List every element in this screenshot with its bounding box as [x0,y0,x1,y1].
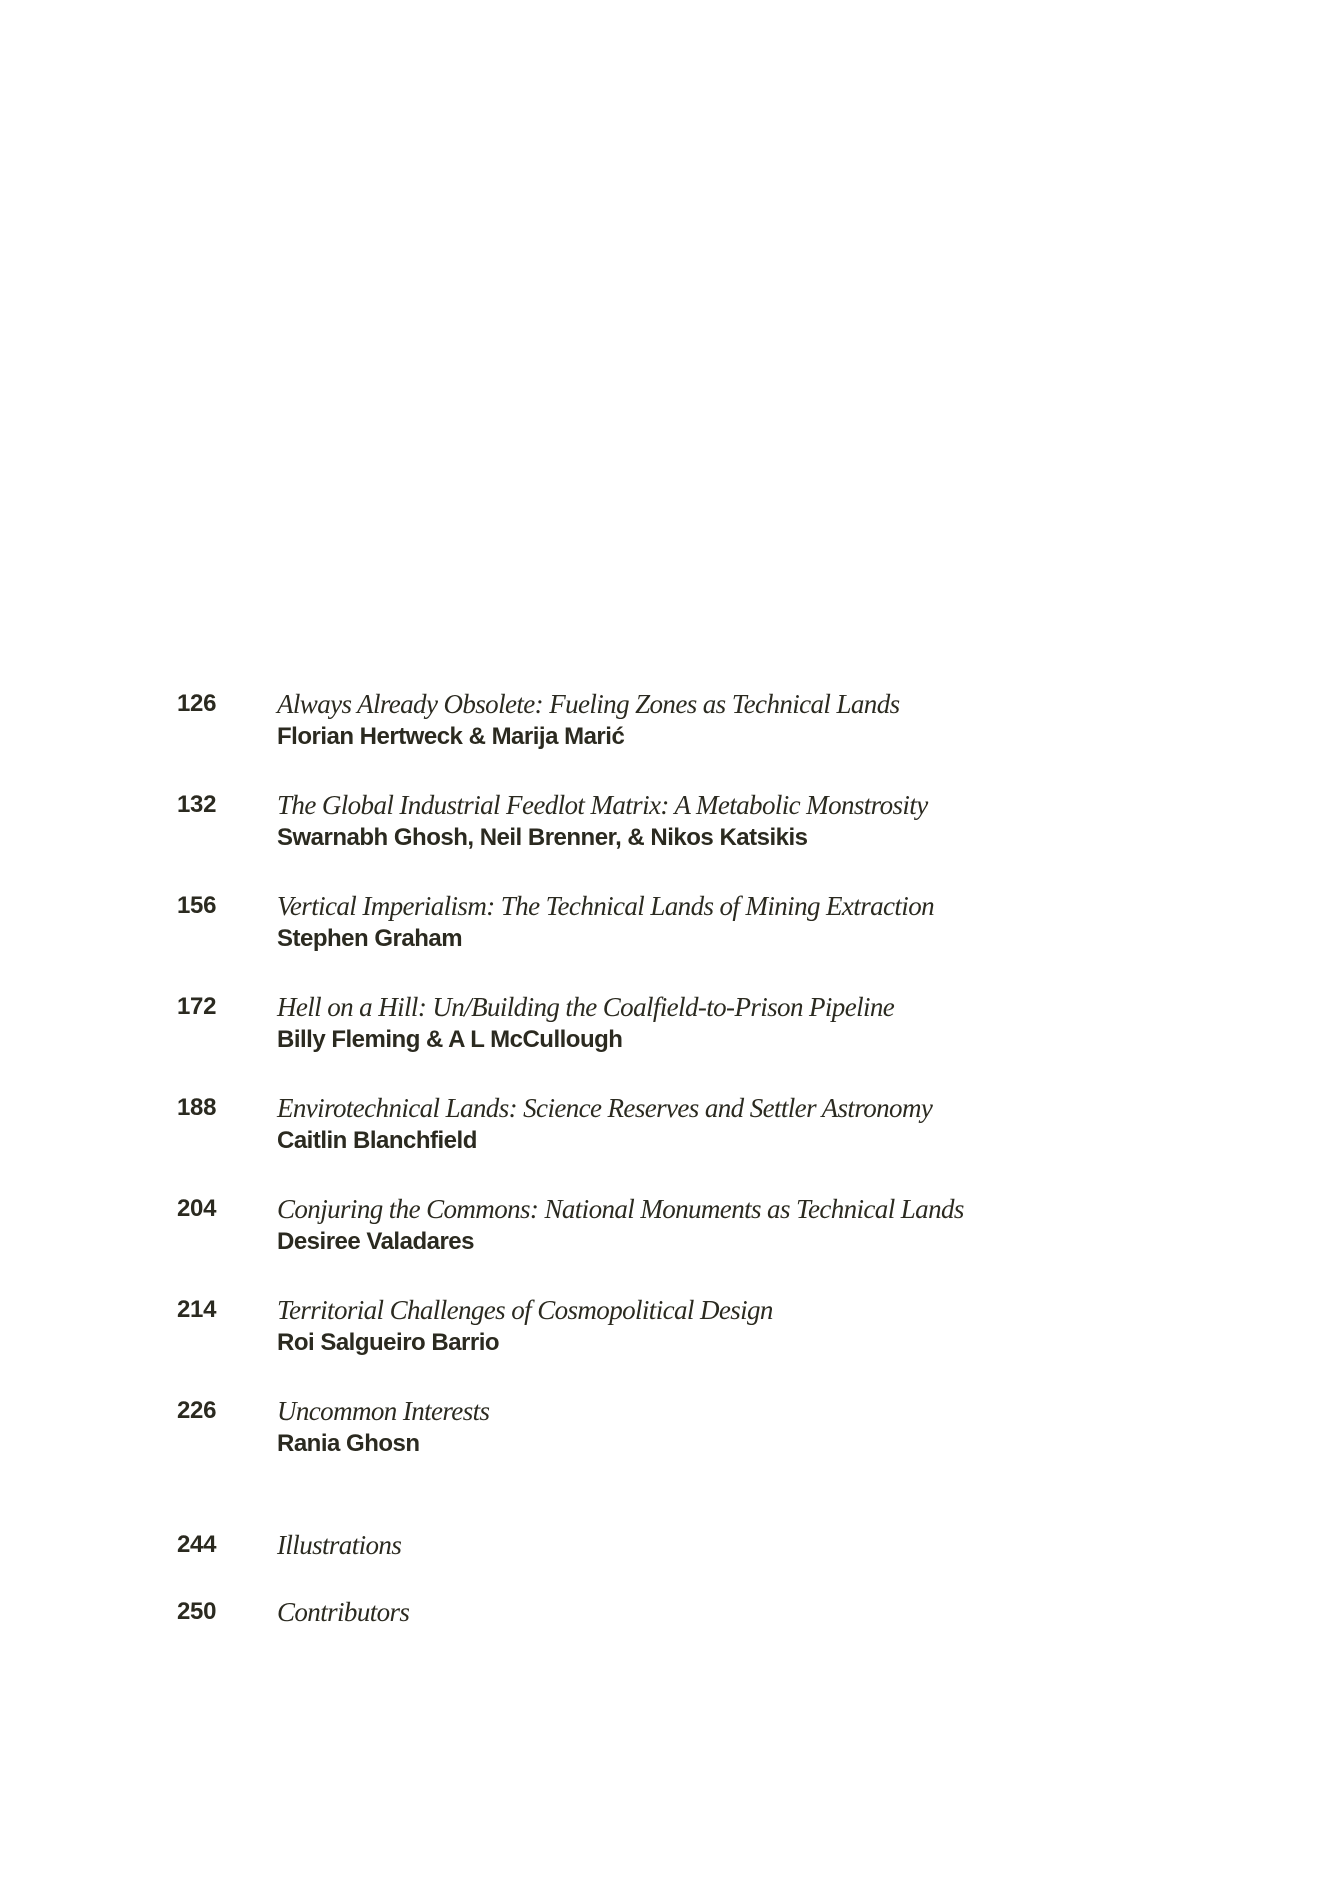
toc-entry [177,1595,1177,1631]
toc-entry [177,1192,1177,1262]
chapter-title: Envirotechnical Lands: Science Reserves and Settler Astronomy [277,1093,933,1123]
chapter-author: Florian Hertweck & Marija Marić [277,723,625,750]
page-number: 250 [177,1598,217,1625]
section-title: Contributors [277,1597,410,1627]
page-number: 126 [177,690,217,717]
chapter-title: Conjuring the Commons: National Monuments as Technical Lands [277,1194,964,1224]
chapter-title: The Global Industrial Feedlot Matrix: A Metabolic Monstrosity [277,790,928,820]
chapter-author: Desiree Valadares [277,1228,474,1255]
chapter-title: Always Already Obsolete: Fueling Zones as Technical Lands [277,689,900,719]
toc-entry [177,788,1177,858]
page-number: 188 [177,1094,217,1121]
toc-entry [177,687,1177,757]
chapter-author: Stephen Graham [277,925,463,952]
page-number: 156 [177,892,217,919]
chapter-title: Territorial Challenges of Cosmopolitical Design [277,1295,773,1325]
toc-entry [177,1293,1177,1363]
page-number: 132 [177,791,217,818]
page-number: 244 [177,1531,217,1558]
toc-entry [177,1394,1177,1464]
toc-entry [177,1091,1177,1161]
toc-entry [177,1528,1177,1564]
page-number: 226 [177,1397,217,1424]
chapter-title: Hell on a Hill: Un/Building the Coalfield-to-Prison Pipeline [277,992,895,1022]
page-number: 204 [177,1195,217,1222]
chapter-title: Vertical Imperialism: The Technical Lands of Mining Extraction [277,891,934,921]
page-number: 214 [177,1296,217,1323]
chapter-author: Swarnabh Ghosh, Neil Brenner, & Nikos Katsikis [277,824,808,851]
toc-entry [177,990,1177,1060]
section-title: Illustrations [277,1530,402,1560]
chapter-author: Billy Fleming & A L McCullough [277,1026,623,1053]
chapter-author: Caitlin Blanchfield [277,1127,477,1154]
chapter-author: Rania Ghosn [277,1430,420,1457]
toc-entry [177,889,1177,959]
page-number: 172 [177,993,217,1020]
chapter-title: Uncommon Interests [277,1396,490,1426]
chapter-author: Roi Salgueiro Barrio [277,1329,500,1356]
